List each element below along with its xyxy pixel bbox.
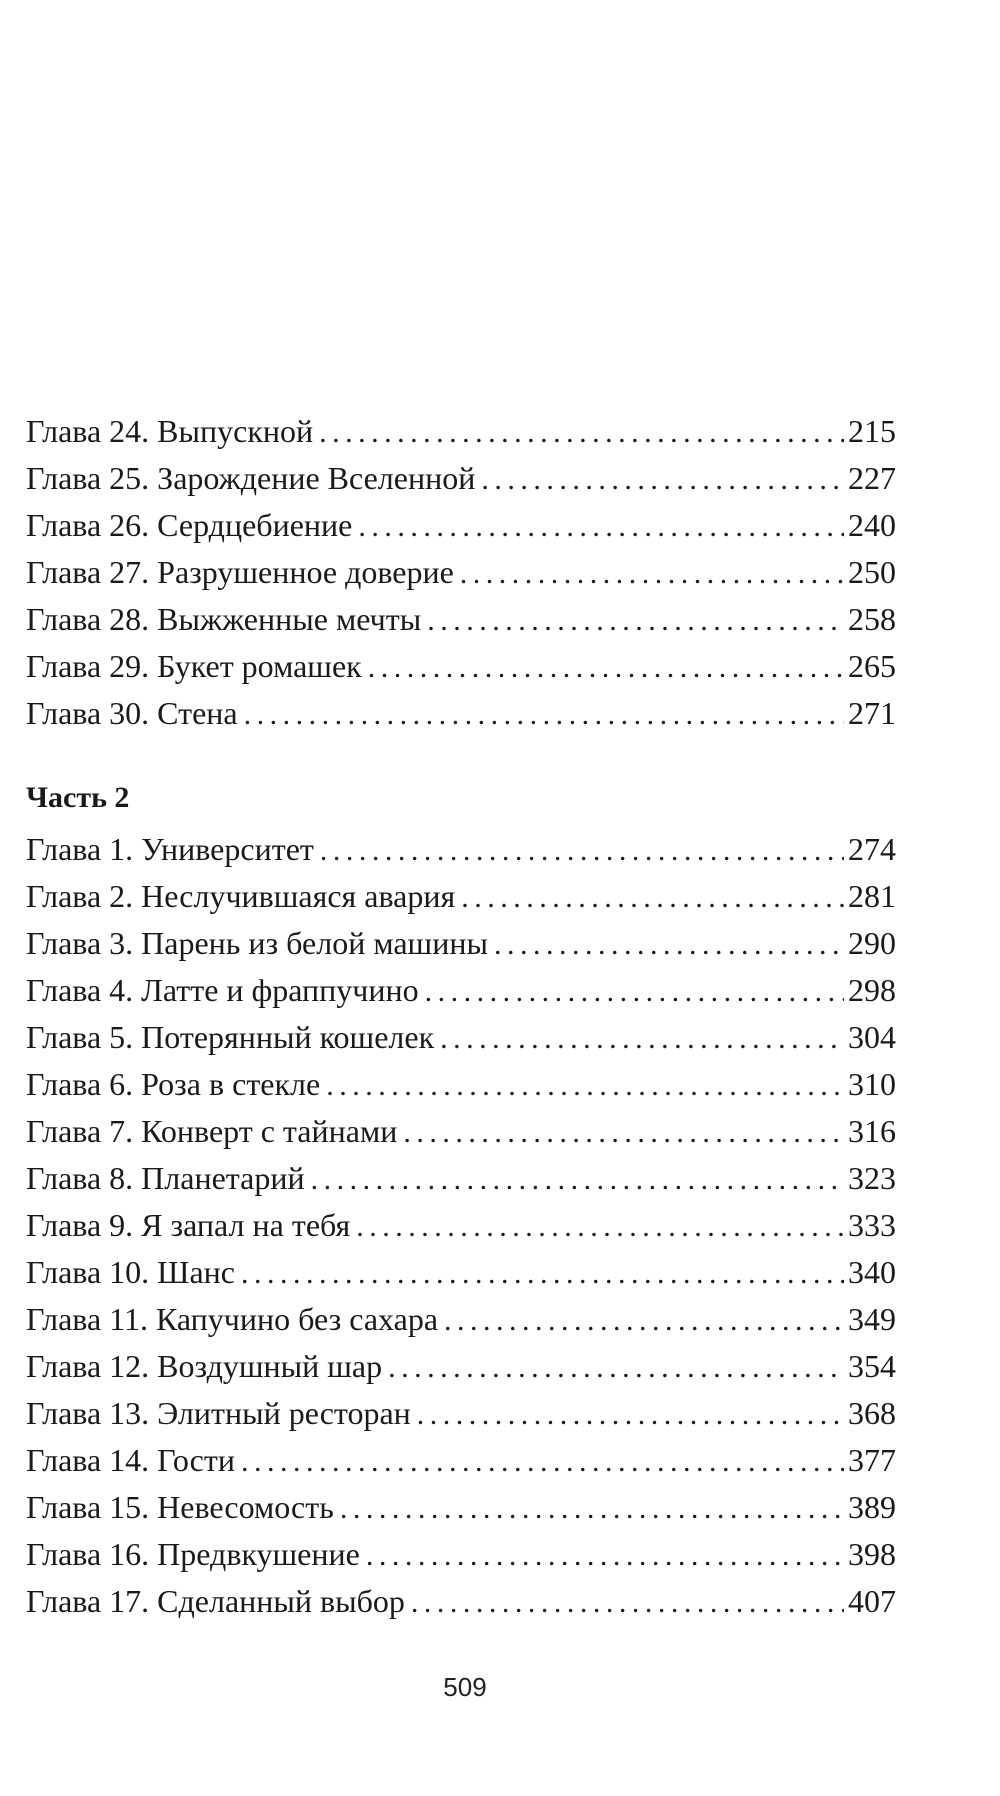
- toc-entry-page: 340: [848, 1254, 896, 1290]
- toc-leader-dots: [320, 827, 844, 874]
- toc-entry-page: 323: [848, 1160, 896, 1196]
- toc-entry-page: 304: [848, 1019, 896, 1055]
- toc-entry-title: Глава 25. Зарождение Вселенной: [26, 460, 476, 496]
- toc-entry-page: 274: [848, 831, 896, 867]
- toc-entry-title: Глава 27. Разрушенное доверие: [26, 554, 454, 590]
- toc-entry-page: 271: [848, 695, 896, 731]
- toc-entry-title: Глава 10. Шанс: [26, 1254, 235, 1290]
- toc-entry-title: Глава 29. Букет ромашек: [26, 648, 362, 684]
- toc-entry: [26, 1155, 896, 1202]
- toc-entry-page: 310: [848, 1066, 896, 1102]
- toc-leader-dots: [366, 1532, 844, 1579]
- toc-leader-dots: [241, 1250, 844, 1297]
- toc-leader-dots: [417, 1391, 844, 1438]
- toc-entry: [26, 1390, 896, 1437]
- toc-entry-title: Глава 7. Конверт с тайнами: [26, 1113, 398, 1149]
- toc-entry: [26, 873, 896, 920]
- toc-leader-dots: [326, 1062, 844, 1109]
- toc-entry: [26, 1296, 896, 1343]
- toc-entry: [26, 455, 896, 502]
- toc-entry: [26, 1484, 896, 1531]
- toc-entry: [26, 967, 896, 1014]
- toc-entry-page: 354: [848, 1348, 896, 1384]
- toc-entry-page: 281: [848, 878, 896, 914]
- toc-entry-title: Глава 6. Роза в стекле: [26, 1066, 321, 1102]
- toc-entry-title: Глава 16. Предвкушение: [26, 1536, 360, 1572]
- toc-leader-dots: [444, 1297, 844, 1344]
- toc-entry: [26, 1531, 896, 1578]
- toc-entry-page: 389: [848, 1489, 896, 1525]
- toc-leader-dots: [403, 1109, 844, 1156]
- toc-entry-page: 333: [848, 1207, 896, 1243]
- toc-leader-dots: [368, 644, 844, 691]
- toc-entry: [26, 596, 896, 643]
- toc-part-1-list: [26, 408, 896, 737]
- toc-entry-title: Глава 1. Университет: [26, 831, 314, 867]
- toc-entry-page: 398: [848, 1536, 896, 1572]
- toc-entry-title: Глава 4. Латте и фраппучино: [26, 972, 419, 1008]
- toc-entry: [26, 1108, 896, 1155]
- toc-leader-dots: [460, 550, 844, 597]
- toc-entry-page: 407: [848, 1583, 896, 1619]
- toc-entry-title: Глава 9. Я запал на тебя: [26, 1207, 351, 1243]
- toc-entry: [26, 643, 896, 690]
- toc-leader-dots: [319, 409, 844, 456]
- toc-leader-dots: [244, 691, 844, 738]
- part-2-heading: Часть 2: [26, 781, 130, 814]
- toc-leader-dots: [340, 1485, 844, 1532]
- toc-entry: [26, 1578, 896, 1625]
- toc-leader-dots: [356, 1203, 844, 1250]
- toc-entry-page: 298: [848, 972, 896, 1008]
- toc-entry-title: Глава 15. Невесомость: [26, 1489, 334, 1525]
- toc-entry-page: 349: [848, 1301, 896, 1337]
- toc-entry: [26, 1202, 896, 1249]
- toc-entry-title: Глава 3. Парень из белой машины: [26, 925, 488, 961]
- toc-entry-title: Глава 14. Гости: [26, 1442, 235, 1478]
- toc-entry-page: 377: [848, 1442, 896, 1478]
- toc-entry-page: 290: [848, 925, 896, 961]
- toc-entry-page: 250: [848, 554, 896, 590]
- toc-entry-title: Глава 26. Сердцебиение: [26, 507, 353, 543]
- toc-entry: [26, 920, 896, 967]
- toc-entry-page: 240: [848, 507, 896, 543]
- toc-entry-title: Глава 13. Элитный ресторан: [26, 1395, 411, 1431]
- toc-entry-title: Глава 8. Планетарий: [26, 1160, 305, 1196]
- toc-leader-dots: [481, 456, 844, 503]
- toc-entry: [26, 502, 896, 549]
- toc-entry-page: 368: [848, 1395, 896, 1431]
- toc-leader-dots: [311, 1156, 844, 1203]
- page-number: 509: [443, 1672, 487, 1702]
- toc-entry-title: Глава 11. Капучино без сахара: [26, 1301, 439, 1337]
- toc-entry: [26, 1249, 896, 1296]
- toc-leader-dots: [388, 1344, 844, 1391]
- toc-entry-page: 227: [848, 460, 896, 496]
- toc-leader-dots: [494, 921, 844, 968]
- toc-entry: [26, 1061, 896, 1108]
- toc-entry-title: Глава 12. Воздушный шар: [26, 1348, 383, 1384]
- toc-entry-title: Глава 17. Сделанный выбор: [26, 1583, 405, 1619]
- toc-entry-page: 258: [848, 601, 896, 637]
- toc-entry: [26, 1437, 896, 1484]
- toc-leader-dots: [440, 1015, 844, 1062]
- toc-leader-dots: [425, 968, 844, 1015]
- toc-entry-title: Глава 5. Потерянный кошелек: [26, 1019, 435, 1055]
- toc-entry-page: 316: [848, 1113, 896, 1149]
- toc-leader-dots: [358, 503, 844, 550]
- toc-entry: [26, 549, 896, 596]
- toc-leader-dots: [241, 1438, 844, 1485]
- toc-entry-page: 215: [848, 413, 896, 449]
- toc-entry: [26, 1343, 896, 1390]
- toc-entry-page: 265: [848, 648, 896, 684]
- toc-entry-title: Глава 28. Выжженные мечты: [26, 601, 422, 637]
- toc-part-2-list: [26, 826, 896, 1625]
- toc-entry: [26, 1014, 896, 1061]
- toc-entry-title: Глава 24. Выпускной: [26, 413, 314, 449]
- toc-leader-dots: [461, 874, 844, 921]
- toc-entry-title: Глава 30. Стена: [26, 695, 238, 731]
- toc-entry: [26, 690, 896, 737]
- toc-leader-dots: [427, 597, 844, 644]
- toc-entry: [26, 826, 896, 873]
- toc-leader-dots: [411, 1579, 844, 1626]
- toc-entry-title: Глава 2. Неслучившаяся авария: [26, 878, 456, 914]
- toc-entry: [26, 408, 896, 455]
